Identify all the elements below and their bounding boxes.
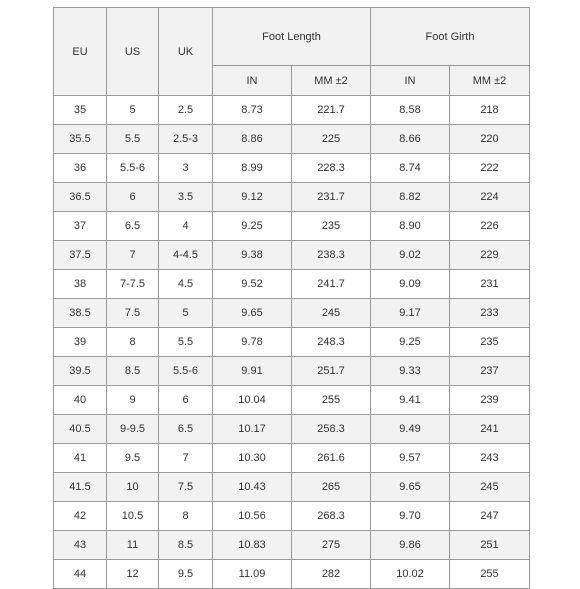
- cell-eu-size: 42: [54, 502, 107, 531]
- cell-foot-girth-mm: 245: [450, 473, 530, 502]
- cell-foot-girth-in: 9.57: [371, 444, 450, 473]
- table-row: [54, 183, 530, 212]
- cell-foot-girth-mm: 255: [450, 560, 530, 589]
- cell-eu-size: 41.5: [54, 473, 107, 502]
- cell-foot-length-in: 11.09: [213, 560, 292, 589]
- cell-foot-girth-in: 9.70: [371, 502, 450, 531]
- cell-foot-girth-mm: 239: [450, 386, 530, 415]
- header-us: US: [107, 8, 159, 96]
- cell-uk-size: 7: [159, 444, 213, 473]
- cell-us-size: 7-7.5: [107, 270, 159, 299]
- cell-us-size: 12: [107, 560, 159, 589]
- cell-us-size: 5.5: [107, 125, 159, 154]
- table-body: [54, 96, 530, 589]
- table-row: [54, 502, 530, 531]
- header-foot-girth-in: IN: [371, 66, 450, 96]
- cell-foot-length-mm: 282: [292, 560, 371, 589]
- cell-foot-length-in: 9.78: [213, 328, 292, 357]
- cell-foot-girth-in: 9.65: [371, 473, 450, 502]
- cell-uk-size: 3: [159, 154, 213, 183]
- header-foot-length: Foot Length: [213, 8, 371, 66]
- cell-foot-length-mm: 238.3: [292, 241, 371, 270]
- cell-us-size: 9-9.5: [107, 415, 159, 444]
- cell-foot-length-in: 8.86: [213, 125, 292, 154]
- cell-foot-length-mm: 241.7: [292, 270, 371, 299]
- cell-us-size: 9: [107, 386, 159, 415]
- table-row: [54, 125, 530, 154]
- header-foot-girth-mm: MM ±2: [450, 66, 530, 96]
- cell-eu-size: 39.5: [54, 357, 107, 386]
- cell-foot-girth-in: 9.41: [371, 386, 450, 415]
- cell-foot-length-in: 9.25: [213, 212, 292, 241]
- cell-foot-girth-mm: 237: [450, 357, 530, 386]
- cell-foot-girth-mm: 247: [450, 502, 530, 531]
- cell-uk-size: 4.5: [159, 270, 213, 299]
- cell-foot-length-mm: 261.6: [292, 444, 371, 473]
- cell-foot-length-in: 10.56: [213, 502, 292, 531]
- cell-foot-length-in: 10.30: [213, 444, 292, 473]
- cell-foot-length-in: 10.43: [213, 473, 292, 502]
- cell-foot-length-mm: 258.3: [292, 415, 371, 444]
- cell-uk-size: 3.5: [159, 183, 213, 212]
- cell-foot-length-mm: 275: [292, 531, 371, 560]
- cell-foot-girth-in: 8.90: [371, 212, 450, 241]
- cell-us-size: 5: [107, 96, 159, 125]
- cell-eu-size: 40: [54, 386, 107, 415]
- table-row: [54, 560, 530, 589]
- cell-foot-girth-mm: 226: [450, 212, 530, 241]
- cell-foot-girth-in: 9.17: [371, 299, 450, 328]
- cell-foot-girth-mm: 241: [450, 415, 530, 444]
- cell-uk-size: 9.5: [159, 560, 213, 589]
- cell-us-size: 9.5: [107, 444, 159, 473]
- cell-foot-girth-in: 9.33: [371, 357, 450, 386]
- cell-foot-girth-mm: 251: [450, 531, 530, 560]
- cell-uk-size: 6.5: [159, 415, 213, 444]
- cell-foot-girth-in: 9.02: [371, 241, 450, 270]
- cell-us-size: 8.5: [107, 357, 159, 386]
- cell-uk-size: 8: [159, 502, 213, 531]
- cell-foot-length-in: 9.12: [213, 183, 292, 212]
- cell-us-size: 5.5-6: [107, 154, 159, 183]
- cell-foot-length-in: 10.17: [213, 415, 292, 444]
- cell-uk-size: 5.5: [159, 328, 213, 357]
- cell-foot-girth-in: 9.25: [371, 328, 450, 357]
- cell-foot-girth-mm: 229: [450, 241, 530, 270]
- cell-foot-length-in: 8.73: [213, 96, 292, 125]
- cell-foot-girth-in: 8.66: [371, 125, 450, 154]
- cell-foot-girth-mm: 224: [450, 183, 530, 212]
- cell-foot-length-in: 9.38: [213, 241, 292, 270]
- cell-foot-length-in: 10.04: [213, 386, 292, 415]
- table-row: [54, 212, 530, 241]
- cell-eu-size: 35: [54, 96, 107, 125]
- cell-foot-girth-in: 10.02: [371, 560, 450, 589]
- cell-eu-size: 43: [54, 531, 107, 560]
- cell-foot-girth-in: 9.49: [371, 415, 450, 444]
- cell-us-size: 7: [107, 241, 159, 270]
- header-foot-length-in: IN: [213, 66, 292, 96]
- cell-foot-length-mm: 235: [292, 212, 371, 241]
- table-row: [54, 357, 530, 386]
- cell-eu-size: 41: [54, 444, 107, 473]
- size-chart-table: [53, 7, 530, 589]
- cell-foot-girth-mm: 233: [450, 299, 530, 328]
- cell-eu-size: 37: [54, 212, 107, 241]
- cell-eu-size: 36.5: [54, 183, 107, 212]
- table-row: [54, 241, 530, 270]
- cell-uk-size: 5.5-6: [159, 357, 213, 386]
- cell-uk-size: 5: [159, 299, 213, 328]
- cell-uk-size: 2.5: [159, 96, 213, 125]
- header-foot-girth: Foot Girth: [371, 8, 530, 66]
- cell-us-size: 11: [107, 531, 159, 560]
- table-row: [54, 531, 530, 560]
- cell-us-size: 7.5: [107, 299, 159, 328]
- cell-foot-length-in: 9.52: [213, 270, 292, 299]
- cell-eu-size: 35.5: [54, 125, 107, 154]
- cell-foot-girth-mm: 231: [450, 270, 530, 299]
- cell-eu-size: 39: [54, 328, 107, 357]
- cell-foot-length-mm: 225: [292, 125, 371, 154]
- table-header: [54, 8, 530, 96]
- cell-foot-length-mm: 248.3: [292, 328, 371, 357]
- table-row: [54, 299, 530, 328]
- header-foot-length-mm: MM ±2: [292, 66, 371, 96]
- table-row: [54, 328, 530, 357]
- cell-foot-length-mm: 231.7: [292, 183, 371, 212]
- cell-foot-girth-in: 8.74: [371, 154, 450, 183]
- table-row: [54, 444, 530, 473]
- cell-foot-length-mm: 221.7: [292, 96, 371, 125]
- cell-us-size: 10.5: [107, 502, 159, 531]
- cell-foot-girth-mm: 222: [450, 154, 530, 183]
- cell-us-size: 8: [107, 328, 159, 357]
- cell-foot-length-mm: 251.7: [292, 357, 371, 386]
- header-uk: UK: [159, 8, 213, 96]
- cell-uk-size: 4: [159, 212, 213, 241]
- cell-foot-length-mm: 245: [292, 299, 371, 328]
- table-row: [54, 415, 530, 444]
- table-row: [54, 270, 530, 299]
- cell-eu-size: 36: [54, 154, 107, 183]
- cell-foot-girth-mm: 218: [450, 96, 530, 125]
- cell-uk-size: 2.5-3: [159, 125, 213, 154]
- cell-foot-girth-mm: 220: [450, 125, 530, 154]
- table-row: [54, 473, 530, 502]
- cell-eu-size: 44: [54, 560, 107, 589]
- cell-eu-size: 37.5: [54, 241, 107, 270]
- cell-foot-girth-mm: 243: [450, 444, 530, 473]
- cell-foot-girth-in: 9.86: [371, 531, 450, 560]
- cell-foot-girth-mm: 235: [450, 328, 530, 357]
- header-eu: EU: [54, 8, 107, 96]
- cell-foot-length-mm: 228.3: [292, 154, 371, 183]
- cell-us-size: 10: [107, 473, 159, 502]
- cell-foot-length-mm: 265: [292, 473, 371, 502]
- cell-uk-size: 4-4.5: [159, 241, 213, 270]
- cell-foot-length-mm: 255: [292, 386, 371, 415]
- cell-us-size: 6: [107, 183, 159, 212]
- cell-eu-size: 38.5: [54, 299, 107, 328]
- cell-eu-size: 40.5: [54, 415, 107, 444]
- cell-uk-size: 8.5: [159, 531, 213, 560]
- cell-foot-girth-in: 8.82: [371, 183, 450, 212]
- cell-foot-length-mm: 268.3: [292, 502, 371, 531]
- cell-foot-girth-in: 8.58: [371, 96, 450, 125]
- cell-foot-length-in: 9.91: [213, 357, 292, 386]
- size-chart-container: [53, 7, 529, 589]
- cell-us-size: 6.5: [107, 212, 159, 241]
- table-row: [54, 96, 530, 125]
- cell-eu-size: 38: [54, 270, 107, 299]
- table-row: [54, 386, 530, 415]
- cell-foot-girth-in: 9.09: [371, 270, 450, 299]
- table-row: [54, 154, 530, 183]
- cell-uk-size: 6: [159, 386, 213, 415]
- cell-foot-length-in: 9.65: [213, 299, 292, 328]
- cell-foot-length-in: 10.83: [213, 531, 292, 560]
- cell-foot-length-in: 8.99: [213, 154, 292, 183]
- cell-uk-size: 7.5: [159, 473, 213, 502]
